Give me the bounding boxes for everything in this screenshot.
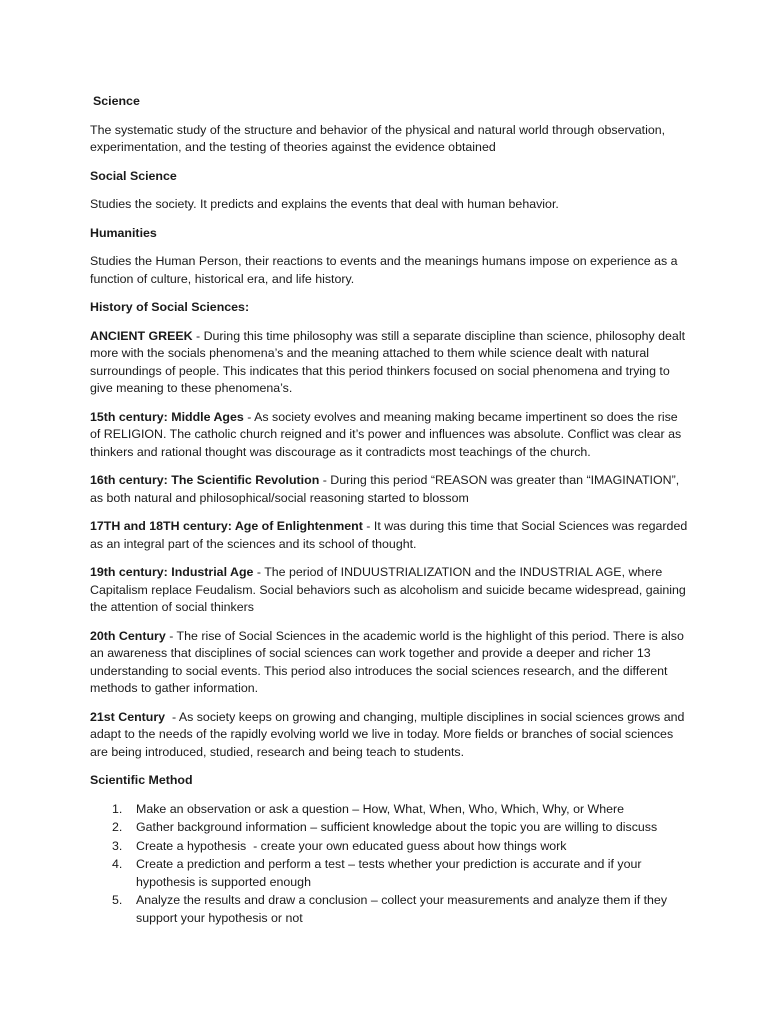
- scientific-method-list: [90, 801, 690, 928]
- history-period-20th-century: [90, 628, 690, 698]
- period-label: 20th Century: [90, 628, 166, 643]
- list-item: [90, 838, 690, 856]
- social-science-definition: Studies the society. It predicts and explains the events that deal with human behavior.: [90, 197, 559, 211]
- history-period-ancient-greek: [90, 328, 690, 398]
- scientific-method-heading: Scientific Method: [90, 773, 193, 787]
- step-number: 1.: [112, 801, 123, 816]
- step-text: Make an observation or ask a question – How, What, When, Who, Which, Why, or Where: [136, 801, 625, 816]
- list-item: [90, 819, 690, 837]
- history-period-industrial-age: [90, 564, 690, 617]
- period-text: - The rise of Social Sciences in the academic world is the highlight of this period. There is also an awareness that disciplines of social sciences can work together and provide a deeper and richer 13 understanding to social events. This period also introduces the social sciences research, and the different methods to gather information.: [90, 628, 684, 695]
- period-label: 15th century: Middle Ages: [90, 409, 244, 424]
- step-text: Analyze the results and draw a conclusion – collect your measurements and analyze them if they support your hypothesis or not: [136, 893, 668, 925]
- period-label: ANCIENT GREEK: [90, 328, 193, 343]
- science-heading: Science: [93, 94, 140, 108]
- list-item: [90, 801, 690, 819]
- science-definition: The systematic study of the structure and behavior of the physical and natural world through observation, experimentation, and the testing of theories against the evidence obtained: [90, 122, 666, 154]
- period-text: - As society keeps on growing and changing, multiple disciplines in social sciences grows and adapt to the needs of the rapidly evolving world we live in today. More fields or branches of social sciences are being introduced, studied, research and being teach to students.: [90, 709, 688, 759]
- document-page: [90, 93, 690, 928]
- period-label: 21st Century: [90, 709, 166, 724]
- step-number: 4.: [112, 857, 123, 871]
- period-label: 17TH and 18TH century: Age of Enlightenment: [90, 519, 363, 533]
- step-number: 3.: [112, 838, 123, 853]
- step-number: 5.: [112, 893, 123, 907]
- period-text: - It was during this time that Social Sciences was regarded as an integral part of the sciences and its school of thought.: [90, 519, 688, 551]
- period-label: 19th century: Industrial Age: [90, 565, 254, 579]
- step-text: Gather background information – sufficient knowledge about the topic you are willing to discuss: [136, 820, 658, 834]
- list-item: [90, 892, 690, 927]
- period-text: - During this time philosophy was still a separate discipline than science, philosophy dealt more with the socials phenomena’s and the meaning attached to them while science dealt with natural surroundings of people. This indicates that this period thinkers focused on social phenomena and trying to give meaning to these phenomena’s.: [90, 328, 686, 395]
- step-number: 2.: [112, 820, 123, 834]
- humanities-heading: Humanities: [90, 225, 157, 240]
- period-text: - As society evolves and meaning making became impertinent so does the rise of RELIGION. The catholic church reigned and it’s power and influences was absolute. Conflict was clear as thinkers and rational thought was discourage as it contradicts most teachings of the church.: [90, 409, 682, 459]
- history-period-21st-century: [90, 709, 690, 762]
- period-label: 16th century: The Scientific Revolution: [90, 473, 320, 487]
- step-text: Create a prediction and perform a test – tests whether your prediction is accurate and if your hypothesis is supported enough: [136, 857, 642, 889]
- period-text: - The period of INDUUSTRIALIZATION and the INDUSTRIAL AGE, where Capitalism replace Feudalism. Social behaviors such as alcoholism and suicide became widespread, gaining the attention of social thinkers: [90, 565, 686, 614]
- social-science-heading: Social Science: [90, 168, 177, 183]
- step-text: Create a hypothesis - create your own educated guess about how things work: [136, 838, 567, 853]
- humanities-definition: Studies the Human Person, their reactions to events and the meanings humans impose on experience as a function of culture, historical era, and life history.: [90, 254, 678, 286]
- history-heading: History of Social Sciences:: [90, 300, 250, 314]
- history-period-scientific-revolution: [90, 472, 690, 507]
- history-period-middle-ages: [90, 409, 690, 462]
- history-period-enlightenment: [90, 518, 690, 553]
- list-item: [90, 856, 690, 891]
- period-text: - During this period “REASON was greater than “IMAGINATION”, as both natural and philosophical/social reasoning started to blossom: [90, 473, 680, 505]
